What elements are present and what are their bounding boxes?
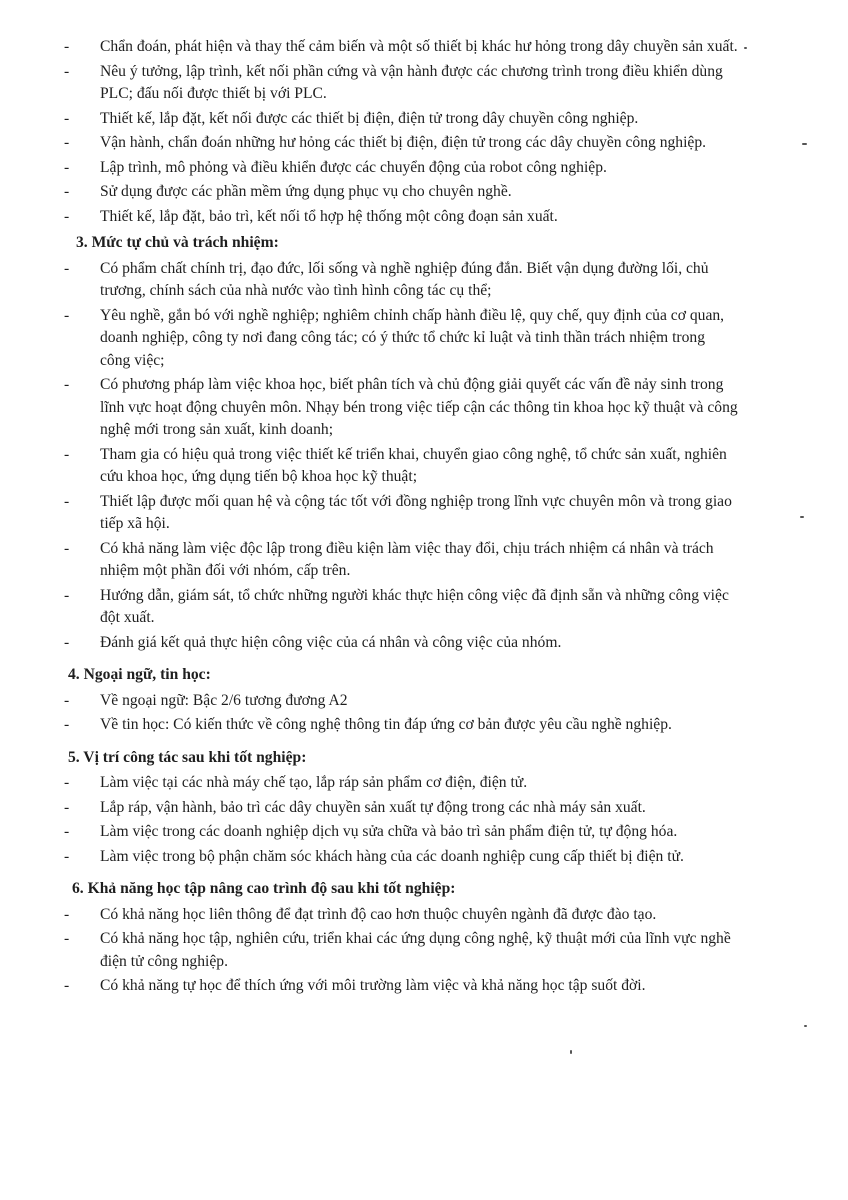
bullet-dash: - xyxy=(64,977,70,994)
list-item: - Hướng dẫn, giám sát, tổ chức những người khác thực hiện công việc đã định sẵn và những công việc đột xuất. xyxy=(64,586,729,626)
bullet-dash: - xyxy=(64,183,70,200)
section-heading-positions: 5. Vị trí công tác sau khi tốt nghiệp: xyxy=(68,748,307,766)
section-heading-autonomy: 3. Mức tự chủ và trách nhiệm: xyxy=(76,234,279,251)
scan-speck xyxy=(800,516,804,518)
bullet-dash: - xyxy=(64,62,70,80)
bullet-dash: - xyxy=(64,905,70,923)
list-item: - Thiết lập được mối quan hệ và cộng tác tốt với đồng nghiệp trong lĩnh vực chuyên môn và trong giao tiếp xã hội. xyxy=(64,492,732,532)
scan-speck xyxy=(744,47,747,49)
list-item: - Làm việc tại các nhà máy chế tạo, lắp ráp sản phẩm cơ điện, điện tử. xyxy=(58,772,738,795)
languages-list xyxy=(58,690,738,737)
document-body xyxy=(58,36,738,1000)
list-item: - Có khả năng học tập, nghiên cứu, triển khai các ứng dụng công nghệ, kỹ thuật mới của lĩnh vực nghề điện tử công nghiệp. xyxy=(64,930,731,970)
bullet-dash: - xyxy=(64,306,70,324)
bullet-dash: - xyxy=(64,847,70,865)
list-item: - Đánh giá kết quả thực hiện công việc của cá nhân và công việc của nhóm. xyxy=(58,632,738,655)
bullet-dash: - xyxy=(64,798,70,816)
section-heading-further-study: 6. Khả năng học tập nâng cao trình độ sau khi tốt nghiệp: xyxy=(72,880,456,897)
list-item: - Về tin học: Có kiến thức về công nghệ thông tin đáp ứng cơ bản được yêu cầu nghề nghiệp. xyxy=(58,714,738,737)
bullet-dash: - xyxy=(64,207,70,225)
bullet-dash: - xyxy=(64,158,70,176)
list-item: - Về ngoại ngữ: Bậc 2/6 tương đương A2 xyxy=(58,690,738,713)
bullet-dash: - xyxy=(64,774,70,791)
list-item: - Chẩn đoán, phát hiện và thay thế cảm biến và một số thiết bị khác hư hỏng trong dây chuyền sản xuất. xyxy=(58,36,738,59)
list-item: - Có khả năng làm việc độc lập trong điều kiện làm việc thay đổi, chịu trách nhiệm cá nhân và trách nhiệm một phần đối với nhóm, cấp trên. xyxy=(64,539,714,579)
list-item: - Lập trình, mô phỏng và điều khiển được các chuyển động của robot công nghiệp. xyxy=(58,157,738,180)
list-item: - Sử dụng được các phần mềm ứng dụng phục vụ cho chuyên nghề. xyxy=(58,181,738,204)
autonomy-list xyxy=(58,258,738,655)
list-item: - Làm việc trong bộ phận chăm sóc khách hàng của các doanh nghiệp cung cấp thiết bị điện tử. xyxy=(58,846,738,869)
list-item: - Tham gia có hiệu quả trong việc thiết kế triển khai, chuyển giao công nghệ, tổ chức sản xuất, nghiên cứu khoa học, ứng dụng tiến bộ khoa học kỹ thuật; xyxy=(64,445,727,485)
scan-speck xyxy=(802,143,807,145)
list-item: - Có khả năng tự học để thích ứng với môi trường làm việc và khả năng học tập suốt đời. xyxy=(58,975,738,998)
bullet-dash: - xyxy=(64,633,70,651)
list-item: - Có phương pháp làm việc khoa học, biết phân tích và chủ động giải quyết các vấn đề nảy sinh trong lĩnh vực hoạt động chuyên môn. Nhạy bén trong việc tiếp cận các thông tin khoa học kỹ thuật và công nghệ mới trong sản xuất, kinh doanh; xyxy=(64,376,738,438)
scan-speck xyxy=(570,1050,572,1054)
list-item: - Vận hành, chẩn đoán những hư hỏng các thiết bị điện, điện tử trong các dây chuyền công nghiệp. xyxy=(58,132,738,155)
bullet-dash: - xyxy=(64,930,70,947)
bullet-dash: - xyxy=(64,376,70,393)
list-item: - Nêu ý tưởng, lập trình, kết nối phần cứng và vận hành được các chương trình trong điều khiển dùng PLC; đấu nối được thiết bị với PLC. xyxy=(64,62,723,102)
scan-speck xyxy=(804,1025,807,1027)
list-item: - Làm việc trong các doanh nghiệp dịch vụ sửa chữa và bảo trì sản phẩm điện tử, tự động hóa. xyxy=(58,821,738,844)
bullet-dash: - xyxy=(64,38,70,55)
bullet-dash: - xyxy=(64,134,70,151)
section-heading-languages: 4. Ngoại ngữ, tin học: xyxy=(68,666,211,683)
intro-list xyxy=(58,36,738,228)
bullet-dash: - xyxy=(64,259,70,277)
list-item: - Thiết kế, lắp đặt, bảo trì, kết nối tổ hợp hệ thống một công đoạn sản xuất. xyxy=(58,206,738,229)
list-item: - Có khả năng học liên thông để đạt trình độ cao hơn thuộc chuyên ngành đã được đào tạo. xyxy=(58,904,738,927)
list-item: - Thiết kế, lắp đặt, kết nối được các thiết bị điện, điện tử trong dây chuyền công nghiệp. xyxy=(58,108,738,131)
bullet-dash: - xyxy=(64,586,70,604)
bullet-dash: - xyxy=(64,109,70,127)
bullet-dash: - xyxy=(64,539,70,557)
list-item: - Yêu nghề, gắn bó với nghề nghiệp; nghiêm chỉnh chấp hành điều lệ, quy chế, quy định của cơ quan, doanh nghiệp, công ty nơi đang công tác; có ý thức tổ chức kỉ luật và tinh thần trách nhiệm trong công việc; xyxy=(64,306,725,369)
bullet-dash: - xyxy=(64,823,70,840)
further-study-list xyxy=(58,904,738,998)
list-item: - Lắp ráp, vận hành, bảo trì các dây chuyền sản xuất tự động trong các nhà máy sản xuất. xyxy=(58,797,738,820)
positions-list xyxy=(58,772,738,868)
bullet-dash: - xyxy=(64,691,70,709)
bullet-dash: - xyxy=(64,445,70,463)
bullet-dash: - xyxy=(64,716,70,733)
bullet-dash: - xyxy=(64,492,70,510)
list-item: - Có phẩm chất chính trị, đạo đức, lối sống và nghề nghiệp đúng đắn. Biết vận dụng đường lối, chủ trương, chính sách của nhà nước vào tình hình công tác cụ thể; xyxy=(64,259,709,299)
